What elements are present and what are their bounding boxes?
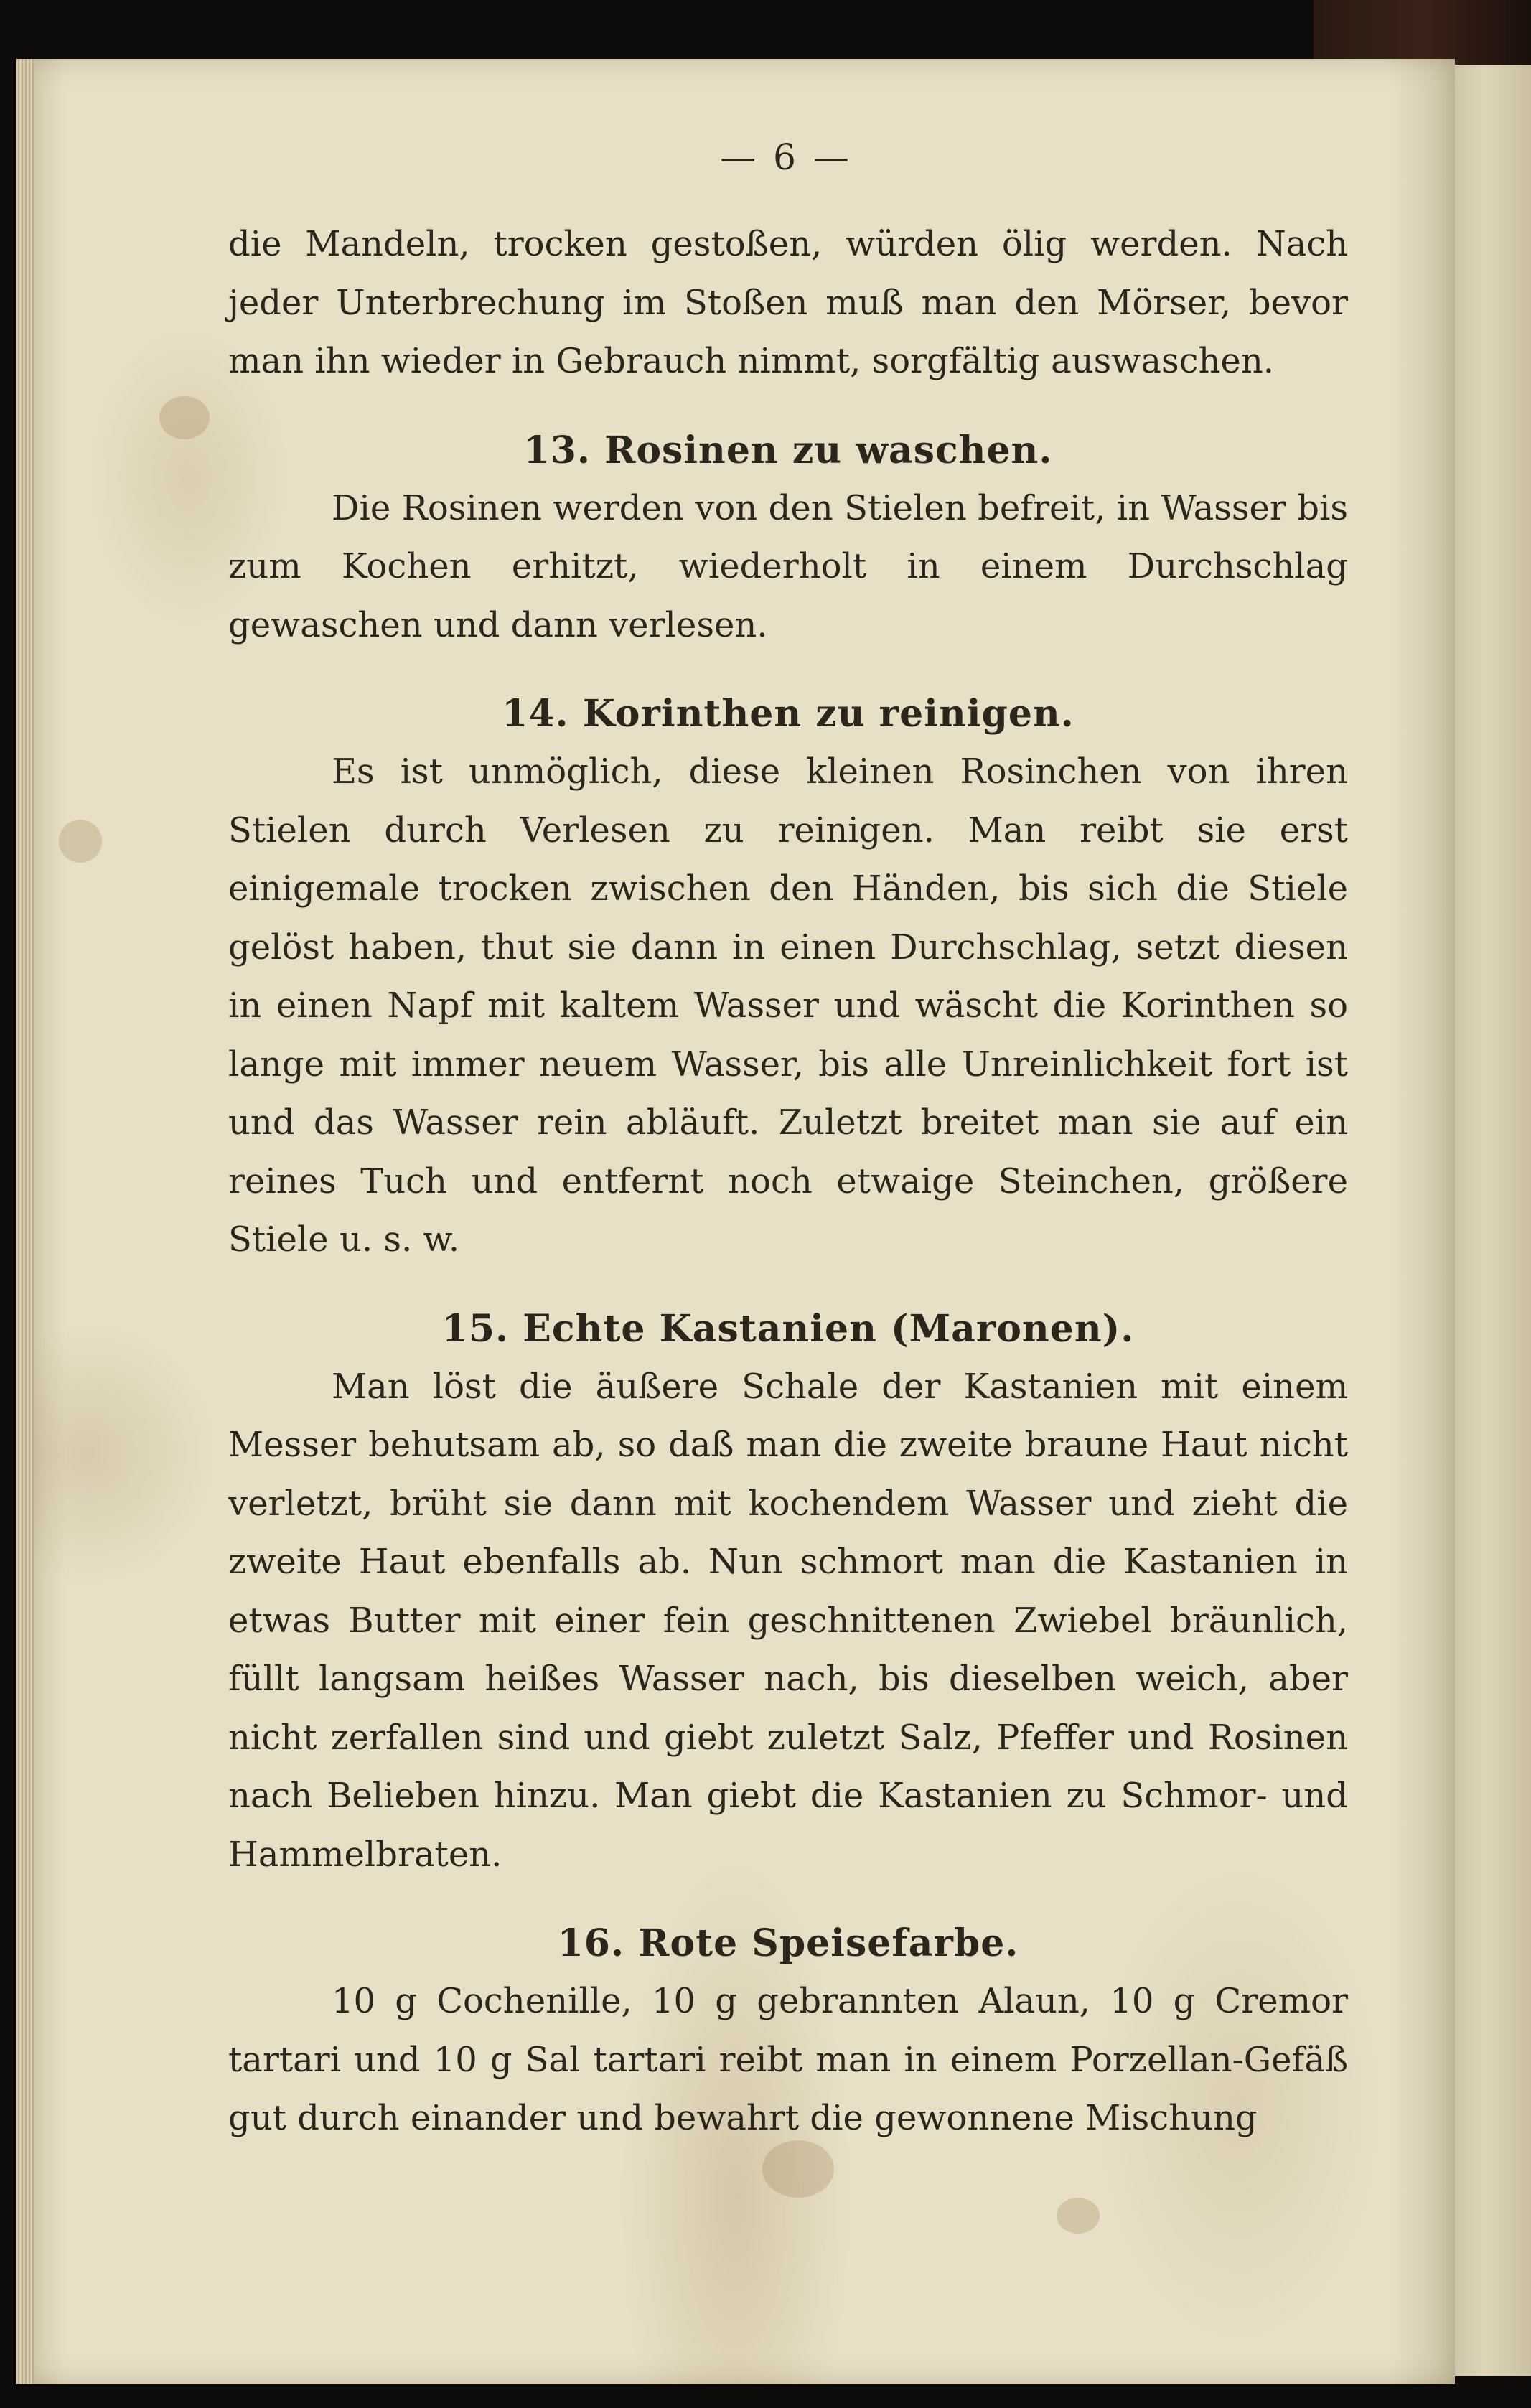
page-text	[228, 215, 1348, 2148]
section-14-body: Es ist unmöglich, diese kleinen Rosinchen von ihren Stielen durch Verlesen zu reinigen. Man reibt sie erst einigemale trocken zwischen den Händen, bis sich die Stiele gelöst haben, thut sie dann in einen Durchschlag, setzt diesen in einen Napf mit kaltem Wasser und wäscht die Korinthen so lange mit immer neuem Wasser, bis alle Unreinlichkeit fort ist und das Wasser rein abläuft. Zuletzt breitet man sie auf ein reines Tuch und entfernt noch etwaige Steinchen, größere Stiele u. s. w.	[228, 751, 1348, 1260]
paper-stain	[59, 820, 102, 863]
section-16-body: 10 g Cochenille, 10 g gebrannten Alaun, 10 g Cremor tartari und 10 g Sal tartari reibt man in einem Porzellan-Gefäß gut durch einander und bewahrt die gewonnene Mischung	[228, 1981, 1348, 2138]
page-stack-edge	[16, 59, 34, 2384]
page-number: — 6 —	[720, 136, 852, 178]
section-13-heading: 13. Rosinen zu waschen.	[523, 428, 1053, 472]
section-13-body: Die Rosinen werden von den Stielen befreit, in Wasser bis zum Kochen erhitzt, wiederholt in einem Durchschlag gewaschen und dann verlesen.	[228, 487, 1348, 645]
adjacent-page-edge	[1451, 65, 1531, 2376]
section-15-body: Man löst die äußere Schale der Kastanien mit einem Messer behutsam ab, so daß man die zweite braune Haut nicht verletzt, brüht sie dann mit kochendem Wasser und zieht die zweite Haut ebenfalls ab. Nun schmort man die Kastanien in etwas Butter mit einer fein geschnittenen Zwiebel bräunlich, füllt langsam heißes Wasser nach, bis dieselben weich, aber nicht zerfallen sind und giebt zuletzt Salz, Pfeffer und Rosinen nach Belieben hinzu. Man giebt die Kastanien zu Schmor- und Hammelbraten.	[228, 1366, 1348, 1875]
paper-stain	[1057, 2198, 1100, 2234]
section-15-heading: 15. Echte Kastanien (Maronen).	[441, 1306, 1135, 1351]
intro-paragraph: die Mandeln, trocken gestoßen, würden ölig werden. Nach jeder Unterbrechung im Stoßen muß man den Mörser, bevor man ihn wieder in Gebrauch nimmt, sorgfältig auswaschen.	[228, 224, 1348, 381]
paper-stain	[762, 2140, 834, 2198]
paper-stain	[159, 396, 210, 439]
section-14-heading: 14. Korinthen zu reinigen.	[502, 692, 1074, 736]
section-16-heading: 16. Rote Speisefarbe.	[557, 1921, 1019, 1965]
